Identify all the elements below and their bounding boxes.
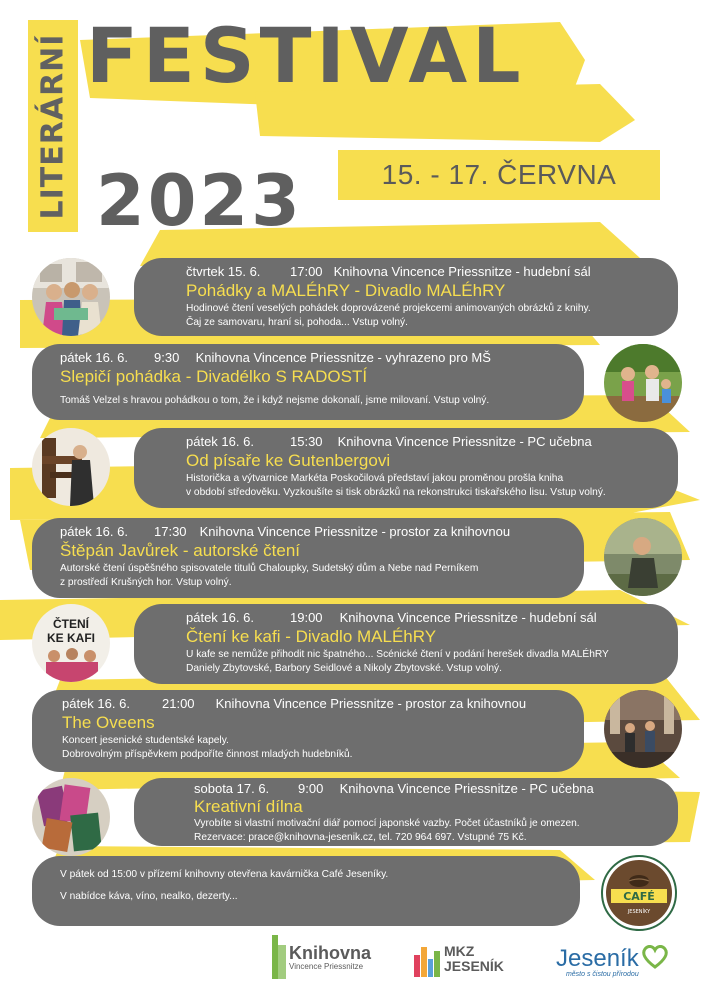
logo-jesenik xyxy=(556,944,668,980)
event-name: Od písaře ke Gutenbergovi xyxy=(186,451,391,470)
event-place: Knihovna Vincence Priessnitze - PC učebna xyxy=(339,781,594,796)
photo-author-portrait-icon xyxy=(604,518,682,596)
event-card-2 xyxy=(32,344,584,420)
event-time: 15:30 xyxy=(290,434,323,449)
photo-band-concert-icon xyxy=(604,690,682,768)
photo-cteni-ke-kafi-poster-icon xyxy=(32,604,110,682)
event-description-line: Koncert jesenické studentské kapely. xyxy=(62,735,229,746)
cafe-note-line: V pátek od 15:00 v přízemí knihovny otevřena kavárnička Café Jeseníky. xyxy=(60,869,389,880)
event-photo-the-oveens xyxy=(604,690,682,768)
event-day: pátek 16. 6. xyxy=(60,524,128,539)
event-day: pátek 16. 6. xyxy=(60,350,128,365)
event-name: Slepičí pohádka - Divadélko S RADOSTÍ xyxy=(60,367,368,386)
event-photo-cteni-ke-kafi xyxy=(32,604,110,682)
knihovna-logo-icon xyxy=(272,935,286,979)
coffee-bean-icon xyxy=(601,855,677,931)
event-day: čtvrtek 15. 6. xyxy=(186,264,261,279)
jesenik-heart-icon xyxy=(642,945,668,969)
event-place: Knihovna Vincence Priessnitze - PC učebna xyxy=(337,434,592,449)
event-card-5 xyxy=(134,604,678,684)
mkz-logo-icon xyxy=(414,941,440,977)
event-description-line: Vyrobíte si vlastní motivační diář pomocí japonské vazby. Počet účastníků je omezen. xyxy=(194,818,580,829)
cafe-badge-title: CAFÉ xyxy=(623,890,655,903)
event-time: 21:00 xyxy=(162,696,195,711)
jesenik-logo-text: Jeseník xyxy=(556,944,639,972)
event-place: Knihovna Vincence Priessnitze - hudební sál xyxy=(333,264,591,279)
event-header xyxy=(60,524,570,540)
event-card-4 xyxy=(32,518,584,598)
event-card-6 xyxy=(32,690,584,772)
photo-notebooks-icon xyxy=(32,778,110,856)
cteni-poster-text-1: ČTENÍ xyxy=(53,617,89,631)
event-place: Knihovna Vincence Priessnitze - hudební sál xyxy=(339,610,597,625)
knihovna-logo-subtext: Vincence Priessnitze xyxy=(289,961,364,971)
event-place: Knihovna Vincence Priessnitze - vyhrazeno pro MŠ xyxy=(195,350,491,365)
event-photo-gutenberg xyxy=(32,428,110,506)
event-photo-kreativni-dilna xyxy=(32,778,110,856)
event-day: pátek 16. 6. xyxy=(186,434,254,449)
event-photo-maléhry xyxy=(32,258,110,336)
event-name: Kreativní dílna xyxy=(194,797,303,816)
festival-dates: 15. - 17. ČERVNA xyxy=(381,159,617,190)
event-name: Pohádky a MALÉhRY - Divadlo MALÉhRY xyxy=(186,281,506,300)
event-description-line: Historička a výtvarnice Markéta Poskočilová představí jakou proměnou prošla kniha xyxy=(186,473,564,484)
event-time: 17:30 xyxy=(154,524,187,539)
event-place: Knihovna Vincence Priessnitze - prostor za knihovnou xyxy=(199,524,511,539)
cafe-badge-subtitle: JESENÍKY xyxy=(627,909,651,915)
event-day: pátek 16. 6. xyxy=(62,696,130,711)
event-time: 9:30 xyxy=(154,350,180,365)
photo-printing-press-icon xyxy=(32,428,110,506)
festival-year: 2023 xyxy=(96,160,303,242)
vertical-label-text: LITERÁRNÍ xyxy=(35,33,71,219)
event-header xyxy=(186,610,664,626)
cteni-poster-text-2: KE KAFI xyxy=(47,631,95,645)
event-header xyxy=(186,434,664,450)
jesenik-logo-subtext: město s čistou přírodou xyxy=(565,970,639,978)
event-description-line: Čaj ze samovaru, hraní si, pohoda... Vstup volný. xyxy=(186,317,408,328)
event-description-line: Tomáš Velzel s hravou pohádkou o tom, že i když nejsme dokonalí, jsme milovaní. Vstup volný. xyxy=(60,395,490,406)
cafe-note-card xyxy=(32,856,580,926)
event-place: Knihovna Vincence Priessnitze - prostor za knihovnou xyxy=(215,696,527,711)
logo-mkz xyxy=(414,940,504,978)
event-photo-javurek xyxy=(604,518,682,596)
event-description-line: Daniely Zbytovské, Barbory Seidlové a Nikoly Zbytovské. Vstup volný. xyxy=(186,663,502,674)
event-description-line: Rezervace: prace@knihovna-jesenik.cz, tel. 720 964 697. Vstupné 75 Kč. xyxy=(194,832,527,843)
photo-children-play-icon xyxy=(604,344,682,422)
event-description-line: Dobrovolným příspěvkem podpoříte činnost mladých hudebníků. xyxy=(62,749,353,760)
event-description-line: Hodinové čtení veselých pohádek doprovázené projekcemi animovaných obrázků z knihy. xyxy=(186,303,591,314)
photo-women-with-book-icon xyxy=(32,258,110,336)
event-card-1 xyxy=(134,258,678,336)
event-name: Čtení ke kafi - Divadlo MALÉhRY xyxy=(186,627,437,646)
event-header xyxy=(60,350,570,366)
event-time: 17:00 xyxy=(290,264,323,279)
event-description-line: U kafe se nemůže přihodit nic špatného... Scénické čtení v podání herešek divadla MALÉhRY xyxy=(186,649,609,660)
event-time: 9:00 xyxy=(298,781,324,796)
event-description-line: z prostředí Krušných hor. Vstup volný. xyxy=(60,577,232,588)
event-header xyxy=(186,264,664,280)
event-card-7 xyxy=(134,778,678,846)
festival-title: FESTIVAL xyxy=(86,11,526,100)
vertical-label xyxy=(28,20,78,232)
mkz-logo-text: MKZ xyxy=(444,943,475,959)
event-name: Štěpán Javůrek - autorské čtení xyxy=(60,541,301,560)
event-name: The Oveens xyxy=(62,713,155,732)
festival-dates-box xyxy=(338,150,660,200)
event-time: 19:00 xyxy=(290,610,323,625)
event-photo-slepici-pohadka xyxy=(604,344,682,422)
event-day: pátek 16. 6. xyxy=(186,610,254,625)
event-day: sobota 17. 6. xyxy=(194,781,270,796)
mkz-logo-subtext: JESENÍK xyxy=(444,958,504,974)
cafe-jeseniky-badge xyxy=(601,855,677,931)
knihovna-logo-text: Knihovna xyxy=(289,942,372,963)
event-header xyxy=(194,781,664,797)
logo-knihovna xyxy=(272,934,371,980)
event-description-line: v období středověku. Vyzkoušíte si tisk obrázků na rekonstrukci tiskařského lisu. Vstup volný. xyxy=(186,487,606,498)
event-card-3 xyxy=(134,428,678,508)
event-description-line: Autorské čtení úspěšného spisovatele titulů Chaloupky, Sudetský dům a Nebe nad Perníkem xyxy=(60,563,479,574)
event-header xyxy=(62,696,570,712)
cafe-note-line: V nabídce káva, víno, nealko, dezerty... xyxy=(60,891,238,902)
